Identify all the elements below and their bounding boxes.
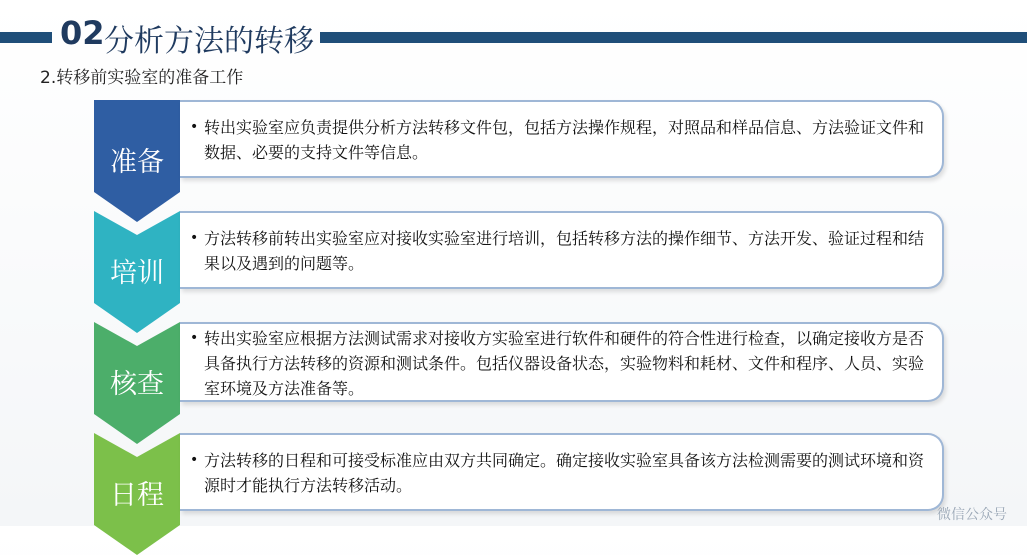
step-label-verify: 核查 — [110, 369, 164, 400]
step-label-prepare: 准备 — [110, 147, 164, 178]
title-stripe-right — [320, 32, 1027, 43]
step-label-training: 培训 — [110, 258, 164, 289]
step-schedule — [0, 433, 1027, 543]
step-prepare — [0, 100, 1027, 210]
bullet-icon: • — [190, 452, 199, 468]
step-text-verify: 转出实验室应根据方法测试需求对接收方实验室进行软件和硬件的符合性进行检查，以确定接收方是否具备执行方法转移的资源和测试条件。包括仪器设备状态，实验物料和耗材、文件和程序、人员、实验室环境及方法准备等。 — [204, 329, 925, 398]
step-text-training: 方法转移前转出实验室应对接收实验室进行培训，包括转移方法的操作细节、方法开发、验证过程和结果以及遇到的问题等。 — [204, 229, 925, 273]
step-box-training — [180, 211, 944, 289]
bullet-icon: • — [190, 330, 199, 346]
bullet-icon: • — [190, 119, 199, 135]
step-box-verify — [180, 322, 944, 402]
step-training — [0, 211, 1027, 321]
page-title: 分析方法的转移 — [104, 24, 314, 59]
section-number: 02 — [60, 14, 105, 52]
step-verify — [0, 322, 1027, 432]
bullet-icon: • — [190, 230, 199, 246]
step-text-schedule: 方法转移的日程和可接受标准应由双方共同确定。确定接收实验室具备该方法检测需要的测试环境和资源时才能执行方法转移活动。 — [204, 451, 925, 495]
step-box-schedule — [180, 433, 944, 511]
step-box-prepare — [180, 100, 944, 178]
title-bar — [0, 14, 1027, 59]
title-stripe-left — [0, 32, 52, 43]
section-subtitle: 2.转移前实验室的准备工作 — [40, 68, 244, 88]
step-text-prepare: 转出实验室应负责提供分析方法转移文件包，包括方法操作规程，对照品和样品信息、方法验证文件和数据、必要的支持文件等信息。 — [204, 118, 925, 162]
step-label-schedule: 日程 — [110, 480, 164, 511]
watermark: 微信公众号 — [937, 507, 1007, 523]
